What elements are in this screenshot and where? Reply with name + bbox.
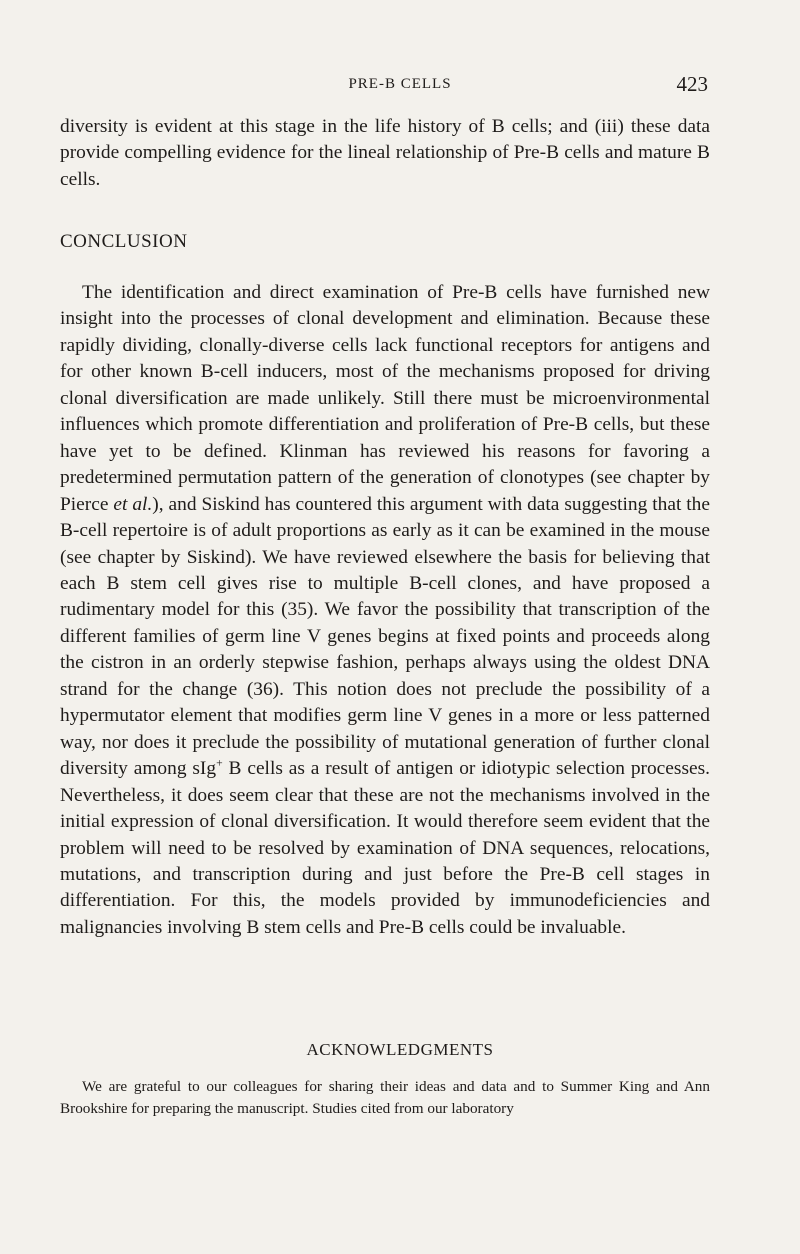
intro-paragraph	[60, 114, 710, 193]
acknowledgments-text: We are grateful to our colleagues for sharing their ideas and data and to Summer King and Ann Brookshire for preparing the manuscript. Studies cited from our laboratory	[60, 1078, 710, 1117]
intro-text: diversity is evident at this stage in the life history of B cells; and (iii) these data provide compelling evidence for the lineal relationship of Pre-B cells and mature B cells.	[60, 116, 710, 190]
acknowledgments-section	[60, 1076, 710, 1120]
conclusion-text-part3: B cells as a result of antigen or idiotypic selection processes. Nevertheless, it does seem clear that these are not the mechanisms involved in the initial expression of clonal diversification. It would therefore seem evident that the problem will need to be resolved by examination of DNA sequences, relocations, mutations, and transcription during and just before the Pre-B cell stages in differentiation. For this, the models provided by immunodeficiencies and malignancies involving B stem cells and Pre-B cells could be invaluable.	[60, 758, 710, 938]
conclusion-section	[60, 280, 710, 941]
running-head	[0, 72, 800, 102]
conclusion-text-part2: ), and Siskind has countered this argument with data suggesting that the B-cell repertoire is of adult proportions as early as it can be examined in the mouse (see chapter by Siskind). We have reviewed elsewhere the basis for believing that each B stem cell gives rise to multiple B-cell clones, and have proposed a rudimentary model for this (35). We favor the possibility that transcription of the different families of germ line V genes begins at fixed points and proceeds along the cistron in an orderly stepwise fashion, perhaps always using the oldest DNA strand for the change (36). This notion does not preclude the possibility of a hypermutator element that modifies germ line V genes in a more or less patterned way, nor does it preclude the possibility of mutational generation of further clonal diversity among sIg	[60, 493, 710, 780]
page-number: 423	[676, 72, 708, 96]
conclusion-heading: CONCLUSION	[60, 231, 188, 252]
acknowledgments-heading: ACKNOWLEDGMENTS	[306, 1040, 494, 1059]
superscript-plus: +	[216, 756, 223, 770]
et-al-italic: et al.	[113, 493, 153, 515]
conclusion-text-part1: The identification and direct examination of Pre-B cells have furnished new insight into the processes of clonal development and elimination. Because these rapidly dividing, clonally-diverse cells lack functional receptors for antigens and for other known B-cell inducers, most of the mechanisms proposed for driving clonal diversification are made unlikely. Still there must be microenvironmental influences which promote differentiation and proliferation of Pre-B cells, but these have yet to be defined. Klinman has reviewed his reasons for favoring a predetermined permutation pattern of the generation of clonotypes (see chapter by Pierce	[60, 282, 710, 515]
running-title: PRE-B CELLS	[348, 76, 452, 92]
conclusion-paragraph	[60, 280, 710, 941]
